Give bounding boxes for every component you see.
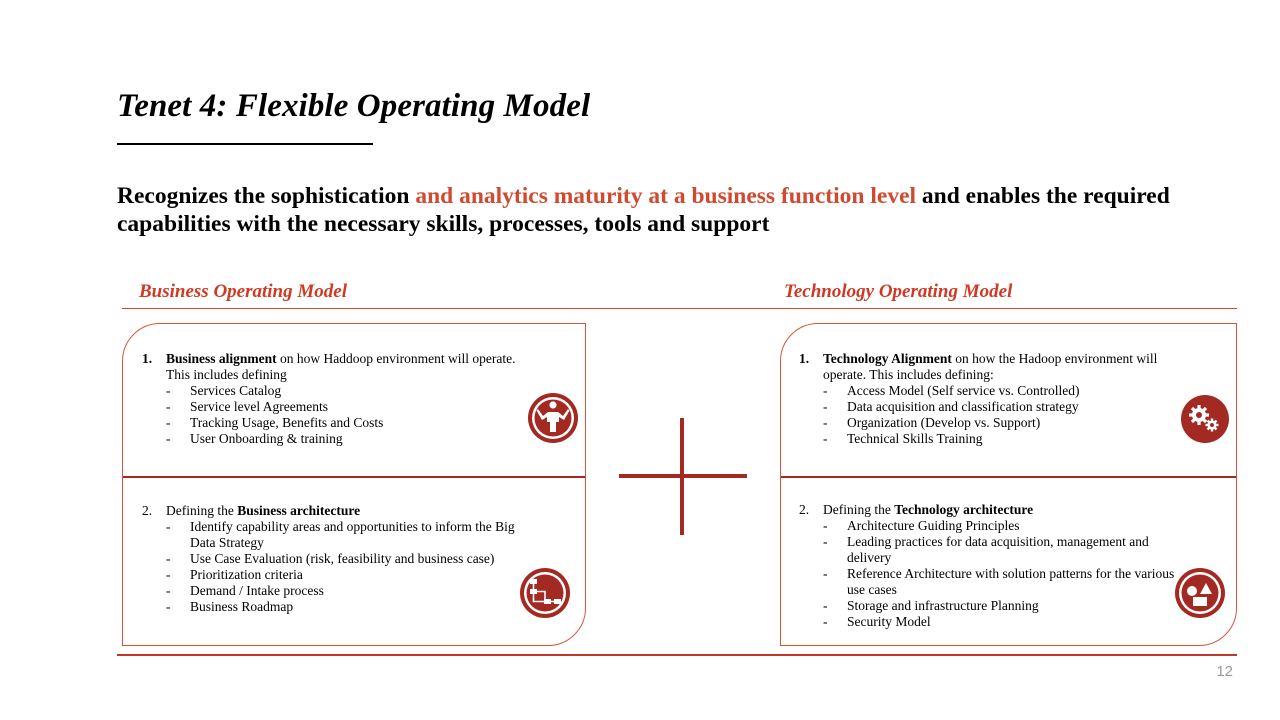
subtitle-part-1: Recognizes the sophistication bbox=[117, 183, 416, 209]
slide-subtitle bbox=[117, 182, 1227, 238]
list-item: - Architecture Guiding Principles bbox=[823, 518, 1020, 533]
item-number: 1. bbox=[799, 351, 810, 366]
bottom-rule bbox=[117, 654, 1237, 656]
list-item: - Storage and infrastructure Planning bbox=[823, 598, 1039, 613]
process-flow-icon bbox=[518, 566, 572, 620]
item-number: 1. bbox=[142, 351, 153, 366]
list-item: - Services Catalog bbox=[166, 383, 282, 398]
technology-alignment-title: Technology Alignment bbox=[823, 351, 952, 366]
business-alignment-text: on how Haddoop environment will operate. This includes defining bbox=[166, 351, 516, 382]
list-item: - Tracking Usage, Benefits and Costs bbox=[166, 415, 384, 430]
list-item: - Security Model bbox=[823, 614, 931, 629]
section-rule bbox=[122, 308, 1237, 309]
list-item: - Leading practices for data acquisition, management and delivery bbox=[823, 534, 1149, 565]
list-item: - Service level Agreements bbox=[166, 399, 328, 414]
list-item: - Prioritization criteria bbox=[166, 567, 303, 582]
slide-title: Tenet 4: Flexible Operating Model bbox=[117, 88, 591, 124]
business-card-divider bbox=[123, 476, 585, 478]
item-number: 2. bbox=[799, 502, 810, 517]
list-item: - Business Roadmap bbox=[166, 599, 294, 614]
list-item: - Reference Architecture with solution patterns for the various use cases bbox=[823, 566, 1175, 597]
shapes-icon bbox=[1173, 566, 1227, 620]
technology-alignment-block bbox=[799, 351, 1184, 447]
technology-alignment-text: on how the Hadoop environment will operate. This includes defining: bbox=[823, 351, 1158, 382]
technology-architecture-lead: Defining the bbox=[823, 502, 895, 517]
technology-alignment-list bbox=[799, 383, 1184, 447]
list-item: - Technical Skills Training bbox=[823, 431, 983, 446]
business-alignment-title: Business alignment bbox=[166, 351, 277, 366]
list-item: - Organization (Develop vs. Support) bbox=[823, 415, 1041, 430]
page-number: 12 bbox=[1216, 663, 1233, 680]
gears-icon bbox=[1180, 394, 1230, 444]
technology-architecture-title: Technology architecture bbox=[894, 502, 1034, 517]
technology-architecture-list bbox=[799, 518, 1184, 630]
title-underline bbox=[117, 143, 373, 145]
business-alignment-list bbox=[142, 383, 522, 447]
technology-card-divider bbox=[781, 476, 1236, 478]
technology-architecture-block bbox=[799, 502, 1184, 630]
list-item: - Data acquisition and classification strategy bbox=[823, 399, 1079, 414]
list-item: - Demand / Intake process bbox=[166, 583, 324, 598]
business-architecture-block bbox=[142, 503, 532, 615]
list-item: - User Onboarding & training bbox=[166, 431, 343, 446]
business-card bbox=[122, 323, 586, 646]
list-item: - Identify capability areas and opportunities to inform the Big Data Strategy bbox=[166, 519, 515, 550]
business-heading: Business Operating Model bbox=[139, 281, 347, 302]
plus-sign-horizontal bbox=[619, 474, 747, 478]
business-alignment-block bbox=[142, 351, 522, 447]
list-item: - Access Model (Self service vs. Controlled) bbox=[823, 383, 1080, 398]
technology-card bbox=[780, 323, 1237, 646]
business-architecture-list bbox=[142, 519, 532, 615]
technology-heading: Technology Operating Model bbox=[784, 281, 1013, 302]
subtitle-highlight: and analytics maturity at a business function level bbox=[415, 183, 917, 209]
business-architecture-title: Business architecture bbox=[237, 503, 361, 518]
person-shrug-icon bbox=[526, 391, 580, 445]
subtitle-part-2: and enables the required capabilities with the necessary skills, processes, tools and support bbox=[117, 183, 1170, 237]
item-number: 2. bbox=[142, 503, 153, 518]
business-architecture-lead: Defining the bbox=[166, 503, 238, 518]
list-item: - Use Case Evaluation (risk, feasibility and business case) bbox=[166, 551, 495, 566]
